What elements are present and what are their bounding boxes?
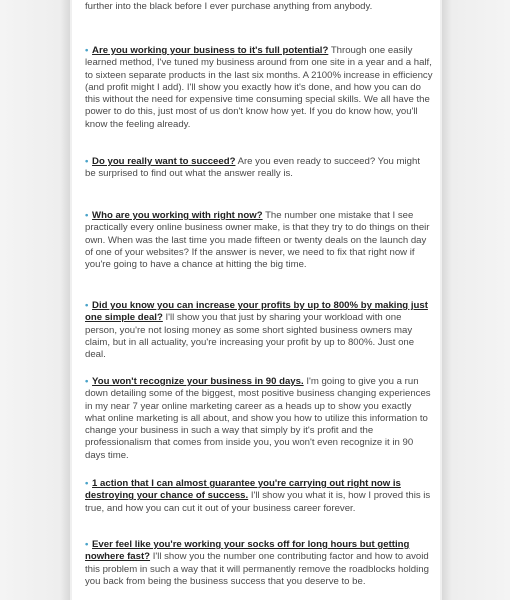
bullet-icon: • bbox=[85, 539, 89, 550]
document-content bbox=[85, 0, 433, 587]
section-text: I'll show you what it is, how I proved this is true, and how you can cut it out of your business career forever. bbox=[85, 490, 431, 514]
section-one-action bbox=[85, 478, 433, 515]
section-heading: 1 action that I can almost guarantee you're carrying out right now is destroying your chance of success. bbox=[85, 478, 401, 502]
bullet-icon: • bbox=[85, 210, 89, 221]
bullet-icon: • bbox=[85, 376, 89, 387]
intro-paragraph: further into the black before I ever purchase anything from anybody. bbox=[85, 1, 373, 13]
section-text: I'll show you that just by sharing your workload with one person, you're not losing money as some short sighted business owners may claim, but in all actuality, you're increasing your profit by up to 800%. Just one deal. bbox=[85, 312, 415, 361]
bullet-icon: • bbox=[85, 156, 89, 167]
section-text: The number one mistake that I see practically every online business owner make, is that they try to do things on their own. When was the last time you made fifteen or twenty deals on the launch day of one of your websites? If the answer is never, we need to fix that right now if you're going to have a chance at hitting the big time. bbox=[85, 210, 430, 271]
section-heading: Are you working your business to it's full potential? bbox=[92, 45, 329, 56]
left-page-margin bbox=[0, 0, 70, 600]
section-heading: You won't recognize your business in 90 days. bbox=[92, 376, 304, 387]
right-page-margin bbox=[442, 0, 510, 600]
document-page[interactable] bbox=[72, 0, 440, 600]
section-heading: Ever feel like you're working your socks off for long hours but getting nowhere fast? bbox=[85, 539, 410, 563]
section-text: Are you even ready to succeed? You might be surprised to find out what the answer really is. bbox=[85, 156, 420, 180]
section-increase-profits bbox=[85, 300, 433, 361]
bullet-icon: • bbox=[85, 45, 89, 56]
bullet-icon: • bbox=[85, 300, 89, 311]
section-text: Through one easily learned method, I've tuned my business around from one site in a year and a half, to sixteen separate products in the last six months. A 2100% increase in efficiency (and profit might I add). I'll show you exactly how it's done, and how you can do this without the need for expensive time consuming special skills. We all have the power to do this, just most of us don't know how yet. If you do know how, you'll know the feeling already. bbox=[85, 45, 433, 130]
section-working-with bbox=[85, 210, 433, 271]
bullet-icon: • bbox=[85, 478, 89, 489]
section-heading: Who are you working with right now? bbox=[92, 210, 263, 221]
section-text: I'm going to give you a run down detailing some of the biggest, most positive business changing experiences in my near 7 year online marketing career as a heads up to show you exactly what online marketing is all about, and show you how to utilize this information to change your business in such a way that simply by it's profit and the professionalism that comes from inside you, you won't even recognize it in 90 days time. bbox=[85, 376, 431, 461]
section-text: I'll show you the number one contributing factor and how to avoid this problem in such a way that it will permanently remove the roadblocks holding you back from being the business success that you deserve to be. bbox=[85, 551, 429, 587]
section-succeed bbox=[85, 156, 433, 181]
section-90-days bbox=[85, 376, 433, 462]
section-heading: Did you know you can increase your profits by up to 800% by making just one simple deal? bbox=[85, 300, 428, 324]
section-socks-off bbox=[85, 539, 433, 588]
section-full-potential bbox=[85, 45, 433, 131]
section-heading: Do you really want to succeed? bbox=[92, 156, 236, 167]
